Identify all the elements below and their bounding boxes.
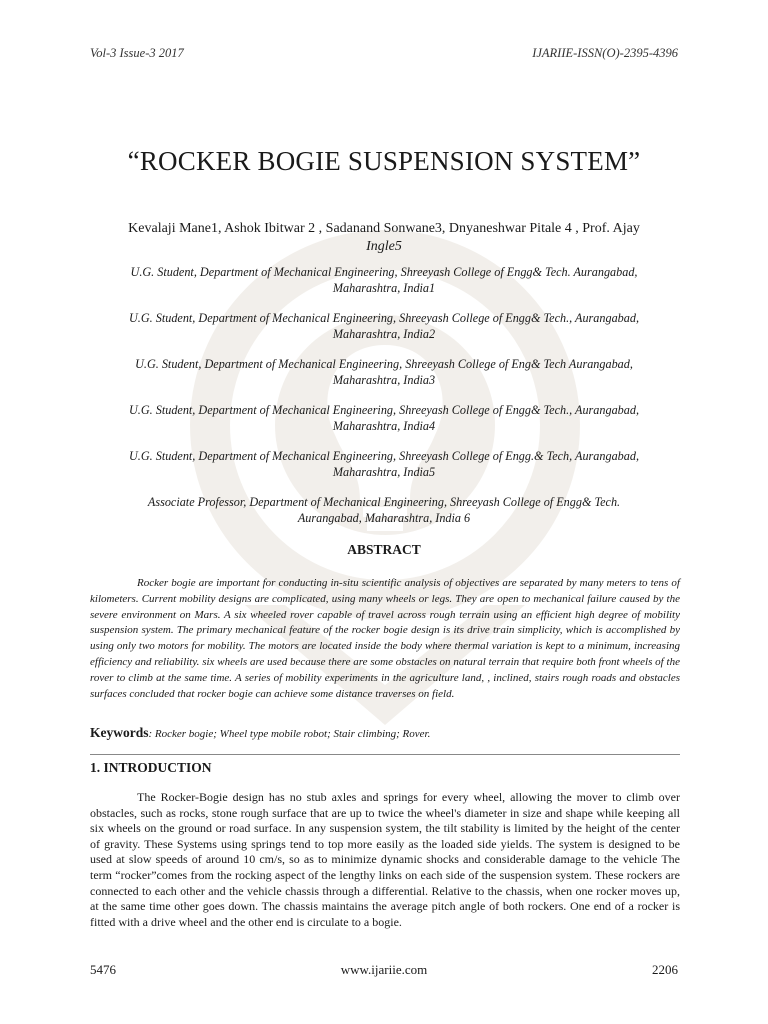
- affiliation-6-line-2: Aurangabad, Maharashtra, India 6: [297, 511, 471, 525]
- keywords-text: : Rocker bogie; Wheel type mobile robot; Stair climbing; Rover.: [148, 728, 431, 740]
- section-divider: [90, 754, 680, 755]
- author-line-2: Ingle5: [366, 239, 402, 254]
- affiliation-1-line-1: U.G. Student, Department of Mechanical Engineering, Shreeyash College of Engg& Tech. Aurangabad,: [130, 265, 638, 279]
- affiliation-4-line-2: Maharashtra, India4: [332, 419, 436, 433]
- affiliation-2-line-1: U.G. Student, Department of Mechanical Engineering, Shreeyash College of Engg& Tech., Aurangabad,: [129, 311, 639, 325]
- author-line-1: Kevalaji Mane1, Ashok Ibitwar 2 , Sadanand Sonwane3, Dnyaneshwar Pitale 4 , Prof. Ajay: [128, 221, 640, 236]
- affiliation-5-line-1: U.G. Student, Department of Mechanical Engineering, Shreeyash College of Engg.& Tech, Aurangabad,: [129, 449, 639, 463]
- affiliation-3: [90, 356, 678, 388]
- footer-page-number: 2206: [652, 962, 678, 977]
- header-issn: IJARIIE-ISSN(O)-2395-4396: [532, 46, 678, 60]
- footer-website: www.ijariie.com: [340, 962, 428, 977]
- keywords-label: Keywords: [90, 725, 149, 740]
- keywords-line: [90, 725, 680, 741]
- affiliation-1-line-2: Maharashtra, India1: [332, 281, 436, 295]
- author-list: [90, 220, 678, 256]
- introduction-heading: 1. INTRODUCTION: [90, 760, 212, 775]
- affiliation-list: [90, 264, 678, 540]
- affiliation-4: [90, 402, 678, 434]
- affiliation-4-line-1: U.G. Student, Department of Mechanical Engineering, Shreeyash College of Engg& Tech., Aurangabad,: [129, 403, 639, 417]
- affiliation-2: [90, 310, 678, 342]
- abstract-text: Rocker bogie are important for conducting in-situ scientific analysis of objectives are separated by many meters to tens of kilometers. Current mobility designs are complicated, using many wheels or legs. They are open to mechanical failure caused by the severe environment on Mars. A six wheeled rover capable of travel across rough terrain using an efficient high degree of mobility suspension system. The primary mechanical feature of the rocker bogie design is its drive train simplicity, which is accomplished by using only two motors for mobility. The motors are located inside the body where thermal variation is kept to a minimum, increasing efficiency and reliability. six wheels are used because there are some obstacles on natural terrain that require both front wheels of the rover to climb at the same time. A series of mobility experiments in the agriculture land, , inclined, stairs rough roads and obstacles surfaces concluded that rocker bogie can achieve some distance traverses on field.: [90, 577, 680, 700]
- affiliation-1: [90, 264, 678, 296]
- associate-role: Associate Professor: [147, 495, 244, 509]
- introduction-text: The Rocker-Bogie design has no stub axles and springs for every wheel, allowing the mover to climb over obstacles, such as rocks, stone rough surface that are up to twice the wheel's diameter in size and shape while keeping all six wheels on the ground or road surface. In any suspension system, the tilt stability is limited by the height of the center of gravity. These Systems using springs tend to top more easily as the loaded side yields. The system is designed to be used at slow speeds of around 10 cm/s, so as to minimize dynamic shocks and considerable damage to the vehicle The term “rocker”comes from the rocking aspect of the lengthy links on each side of the suspension system. These rockers are connected to each other and the vehicle chassis through a differential. Relative to the chassis, when one rocker moves up, at the same time other goes down. The chassis maintains the average pitch angle of both rockers. One end of a rocker is fitted with a drive wheel and the other end is circulate to a bogie.: [90, 790, 680, 929]
- paper-title: “ROCKER BOGIE SUSPENSION SYSTEM”: [127, 146, 641, 176]
- associate-department: , Department of Mechanical Engineering, Shreeyash College of Engg& Tech.: [243, 495, 621, 509]
- affiliation-3-line-1: U.G. Student, Department of Mechanical Engineering, Shreeyash College of Eng& Tech Aurangabad,: [135, 357, 633, 371]
- affiliation-5-line-2: Maharashtra, India5: [332, 465, 436, 479]
- header-volume-issue: Vol-3 Issue-3 2017: [90, 46, 184, 60]
- affiliation-5: [90, 448, 678, 480]
- affiliation-6-line-1: [90, 494, 678, 510]
- affiliation-2-line-2: Maharashtra, India2: [332, 327, 436, 341]
- affiliation-associate-professor: [90, 494, 678, 526]
- affiliation-3-line-2: Maharashtra, India3: [332, 373, 436, 387]
- abstract-heading: ABSTRACT: [347, 542, 421, 557]
- footer-page-id: 5476: [90, 962, 116, 977]
